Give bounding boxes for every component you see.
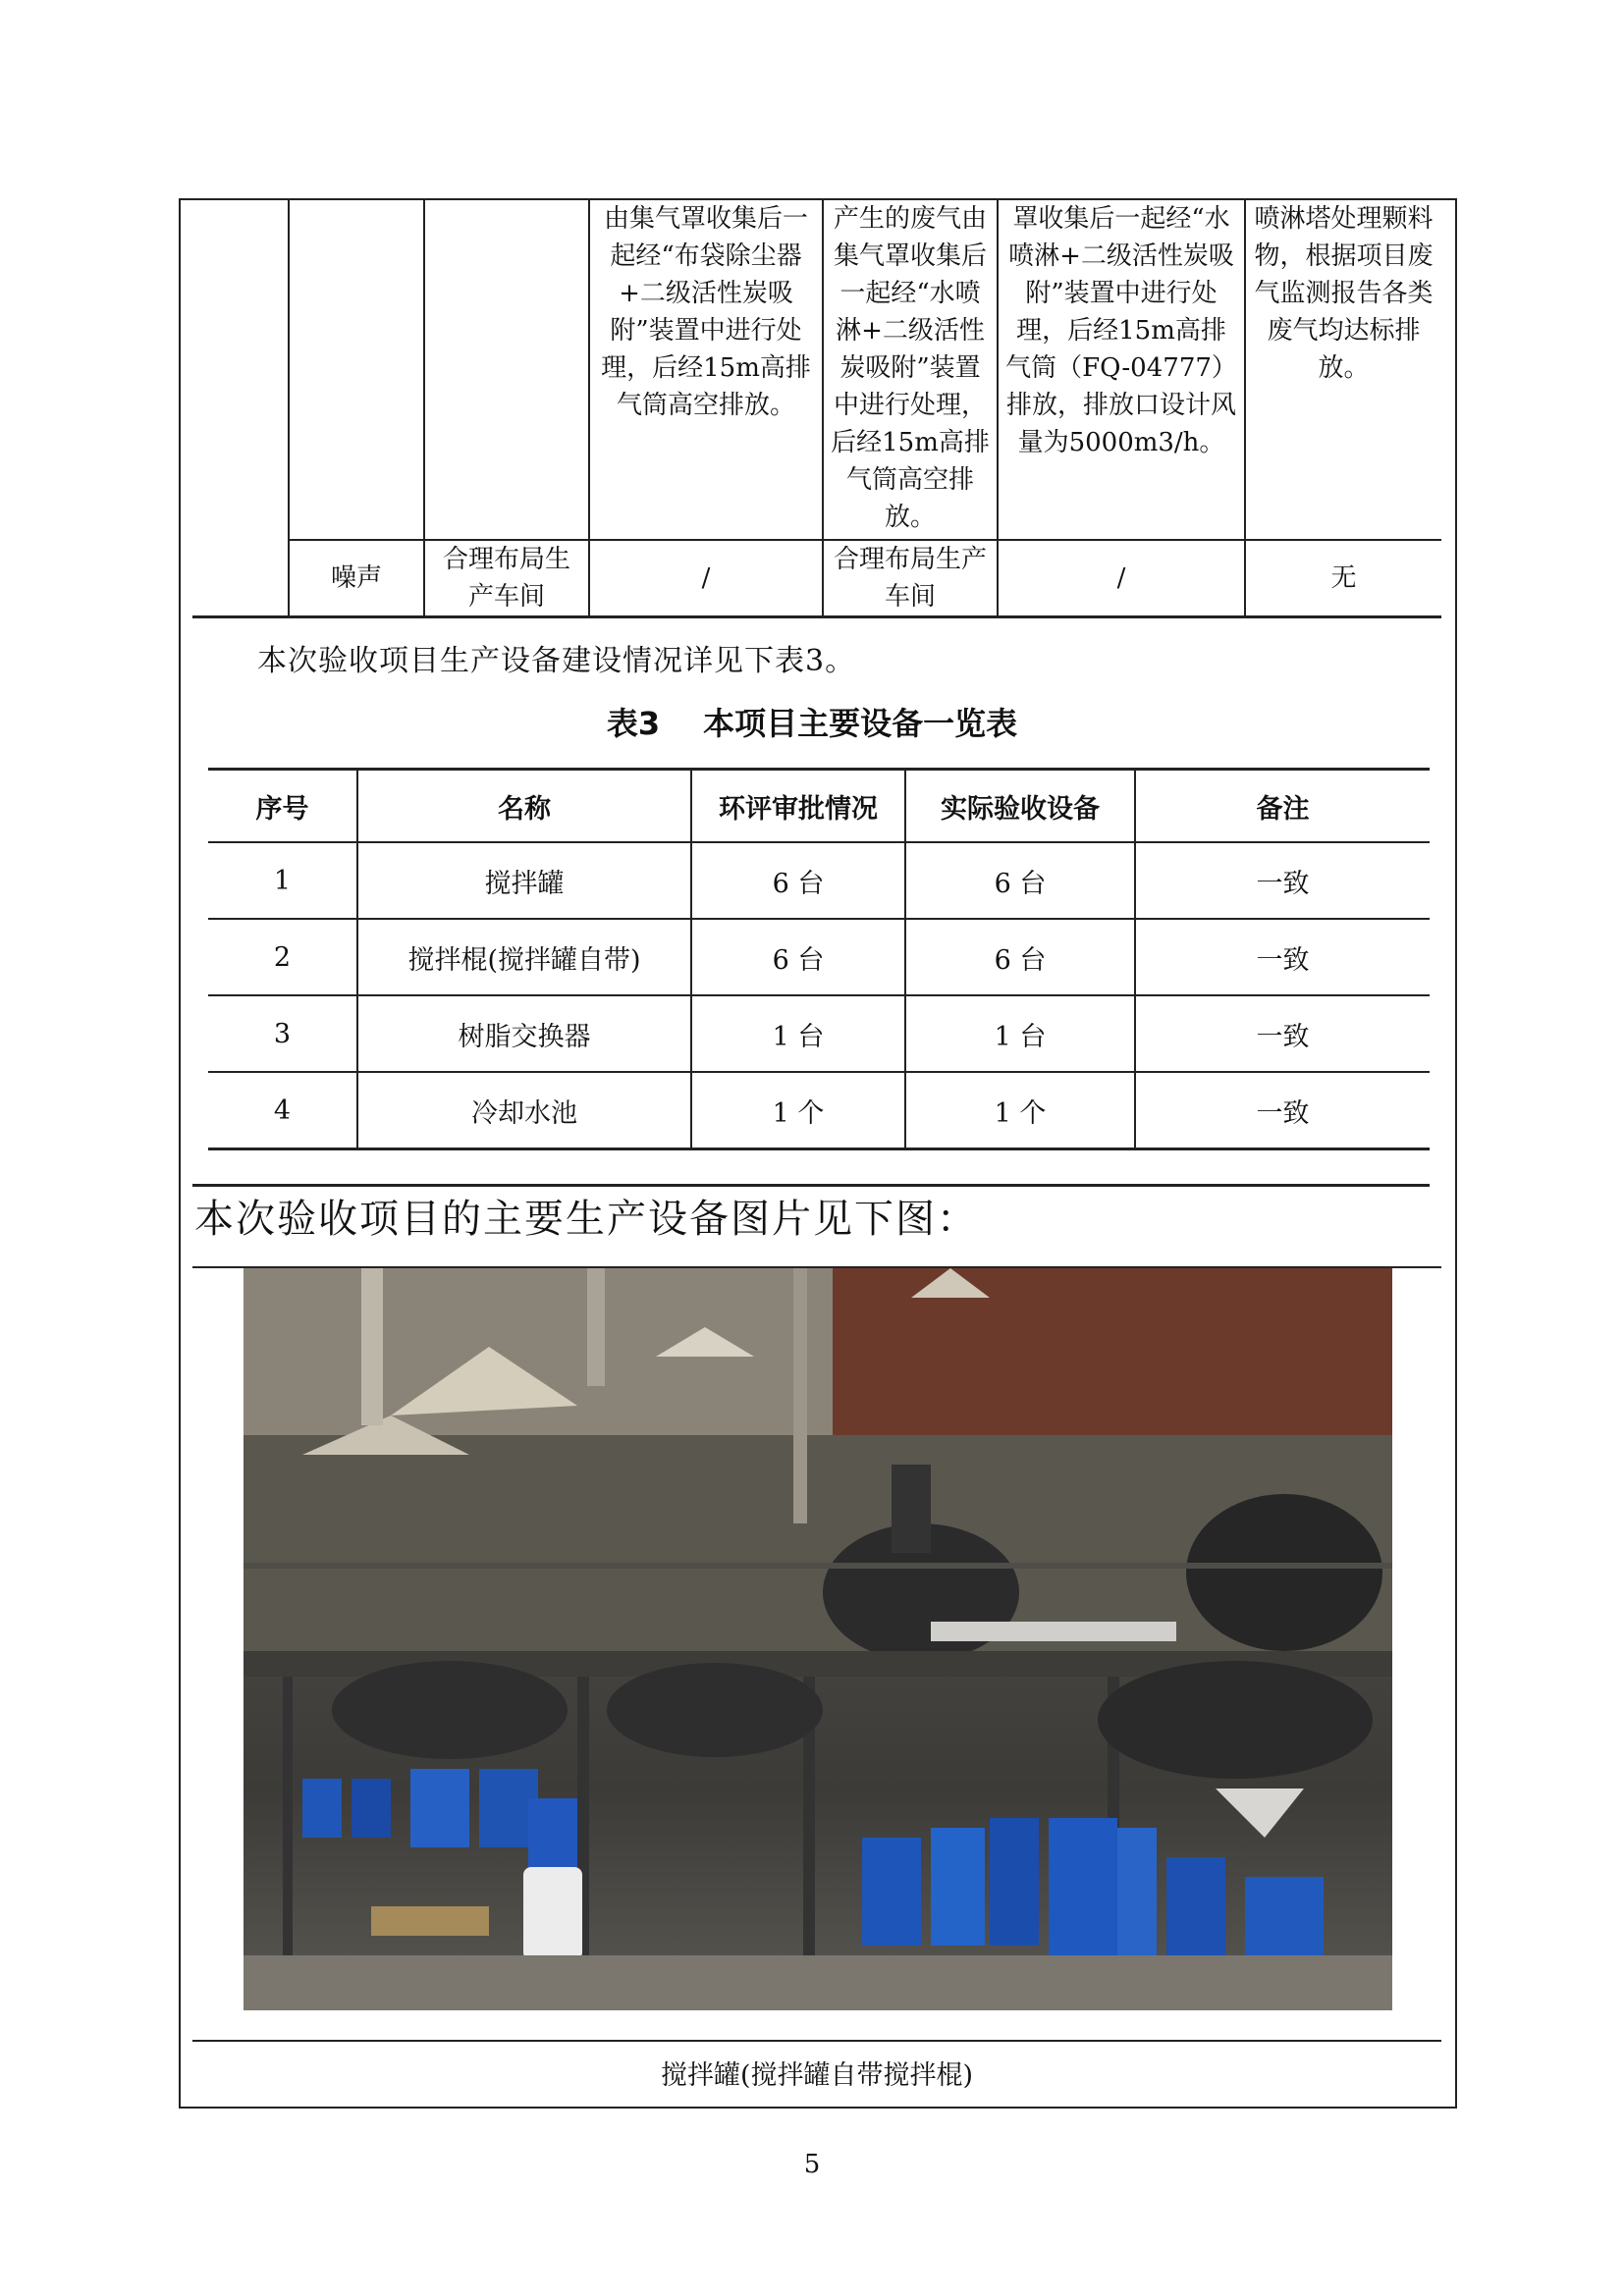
photo-box: [192, 1266, 1441, 2109]
table-header-row: [208, 770, 1430, 843]
table-number: 表3: [606, 705, 661, 742]
table-cell: 无: [1245, 540, 1441, 617]
table-row: 3 树脂交换器 1 台 1 台 一致: [208, 995, 1430, 1072]
table-row: 2 搅拌棍(搅拌罐自带) 6 台 6 台 一致: [208, 919, 1430, 995]
table-row: 1 搅拌罐 6 台 6 台 一致: [208, 842, 1430, 919]
photo-section-heading: 本次验收项目的主要生产设备图片见下图：: [194, 1197, 978, 1242]
table-cell: 合理布局生产车间: [823, 540, 998, 617]
header-approved: 环评审批情况: [691, 770, 905, 843]
table-cell: 产生的废气由集气罩收集后一起经“水喷淋+二级活性炭吸附”装置中进行处理，后经15m高排气筒高空排放。: [823, 198, 998, 540]
page-number: 5: [803, 2150, 821, 2179]
table-row: [192, 540, 1441, 617]
table-title: 本项目主要设备一览表: [703, 705, 1018, 742]
table-cell: 合理布局生产车间: [424, 540, 589, 617]
header-name: 名称: [357, 770, 691, 843]
section-divider: [192, 1184, 1430, 1187]
table-cell: /: [589, 540, 823, 617]
photo-caption: 搅拌罐(搅拌罐自带搅拌棍): [192, 2040, 1441, 2112]
table-cell: 噪声: [289, 540, 424, 617]
table-cell: 喷淋塔处理颗料物，根据项目废气监测报告各类废气均达标排放。: [1245, 198, 1441, 540]
intro-paragraph: 本次验收项目生产设备建设情况详见下表3。: [257, 644, 856, 678]
continuation-table: [192, 198, 1441, 618]
table-cell: 由集气罩收集后一起经“布袋除尘器+二级活性炭吸附”装置中进行处理，后经15m高排气筒高空排放。: [589, 198, 823, 540]
table-caption: [0, 699, 1624, 744]
table-row: 4 冷却水池 1 个 1 个 一致: [208, 1072, 1430, 1149]
header-index: 序号: [208, 770, 357, 843]
table-cell: 罩收集后一起经“水喷淋+二级活性炭吸附”装置中进行处理，后经15m高排气筒（FQ-04777）排放，排放口设计风量为5000m3/h。: [998, 198, 1245, 540]
factory-illustration: [244, 1268, 1392, 2010]
equipment-photo: [244, 1268, 1392, 2010]
header-remark: 备注: [1135, 770, 1430, 843]
equipment-table: [208, 768, 1430, 1150]
table-row: [192, 198, 1441, 540]
table-cell: /: [998, 540, 1245, 617]
header-actual: 实际验收设备: [905, 770, 1135, 843]
